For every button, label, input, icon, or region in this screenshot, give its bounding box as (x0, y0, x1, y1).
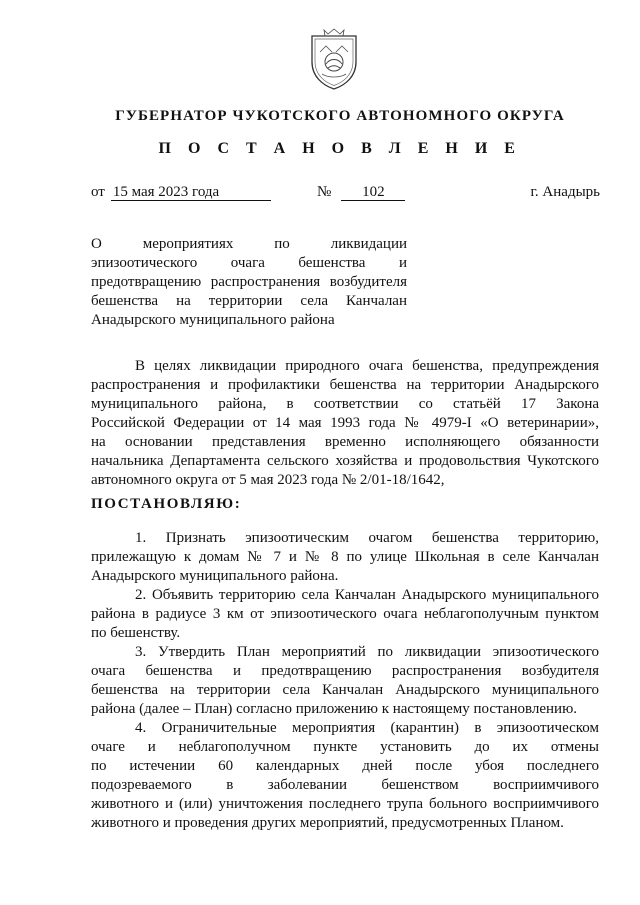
subject-line: О мероприятиях по ликвидации (91, 236, 407, 252)
decree-item-3 (91, 643, 599, 719)
item-line: 2. Объявить территорию села Канчалан Анадырского муниципального (135, 587, 599, 603)
subject-line: бешенства на территории села Канчалан (91, 293, 407, 309)
item-line: бешенства на территории села Канчалан Анадырского муниципального (91, 682, 599, 698)
item-line: по истечении 60 календарных дней после убоя последнего (91, 758, 599, 774)
preamble-line: В целях ликвидации природного очага бешенства, предупреждения (135, 358, 599, 374)
decree-items (91, 529, 599, 833)
subject-line: Анадырского муниципального района (91, 312, 335, 328)
preamble-line: автономного округа от 5 мая 2023 года № 2/01-18/1642, (91, 472, 445, 488)
decree-item-4 (91, 719, 599, 833)
preamble-line: начальника Департамента сельского хозяйства и продовольствия Чукотского (91, 453, 599, 469)
item-line: по бешенству. (91, 625, 181, 641)
decree-heading: ПОСТАНОВЛЯЮ: (91, 496, 242, 512)
item-line: Анадырского муниципального района. (91, 568, 339, 584)
item-line: 1. Признать эпизоотическим очагом бешенства территорию, (135, 530, 599, 546)
item-line: животного и проведения других мероприятий, предусмотренных Планом. (91, 815, 564, 831)
preamble-line: на основании представления временно исполняющего обязанности (91, 434, 599, 450)
item-line: района (далее – План) согласно приложению к настоящему постановлению. (91, 701, 578, 717)
preamble-paragraph (91, 357, 599, 490)
number-value: 102 (341, 184, 405, 201)
decree-item-2 (91, 586, 599, 643)
subject-line: предотвращению распространения возбудителя (91, 274, 407, 290)
preamble-line: распространения и профилактики бешенства на территории Анадырского (91, 377, 599, 393)
item-line: 4. Ограничительные мероприятия (карантин) в эпизоотическом (135, 720, 599, 736)
item-line: 3. Утвердить План мероприятий по ликвидации эпизоотического (135, 644, 599, 660)
number-prefix: № (317, 184, 332, 200)
document-number (317, 184, 405, 201)
preamble-line: муниципального района, в соответствии со статьёй 17 Закона (91, 396, 599, 412)
preamble-line: Российской Федерации от 14 мая 1993 года № 4979-I «О ветеринарии», (91, 415, 599, 431)
subject-line: эпизоотического очага бешенства и (91, 255, 407, 271)
item-line: очаге и неблагополучном пункте установить до их отмены (91, 739, 599, 755)
item-line: прилежащую к домам № 7 и № 8 по улице Школьная в селе Канчалан (91, 549, 599, 565)
issuer-title: ГУБЕРНАТОР ЧУКОТСКОГО АВТОНОМНОГО ОКРУГА (115, 108, 565, 124)
date-value: 15 мая 2023 года (111, 184, 271, 201)
item-line: животного и (или) уничтожения последнего трупа больного восприимчивого (91, 796, 599, 812)
document-city: г. Анадырь (530, 184, 600, 200)
decree-item-1 (91, 529, 599, 586)
item-line: подозреваемого в заболевании бешенством восприимчивого (91, 777, 599, 793)
coat-of-arms-icon (306, 28, 362, 92)
item-line: очага бешенства и предотвращению распространения возбудителя (91, 663, 599, 679)
document-subject (91, 235, 407, 330)
document-type: П О С Т А Н О В Л Е Н И Е (158, 140, 522, 157)
document-date (91, 184, 271, 201)
date-prefix: от (91, 184, 105, 200)
item-line: района в радиусе 3 км от эпизоотического очага неблагополучным пунктом (91, 606, 599, 622)
